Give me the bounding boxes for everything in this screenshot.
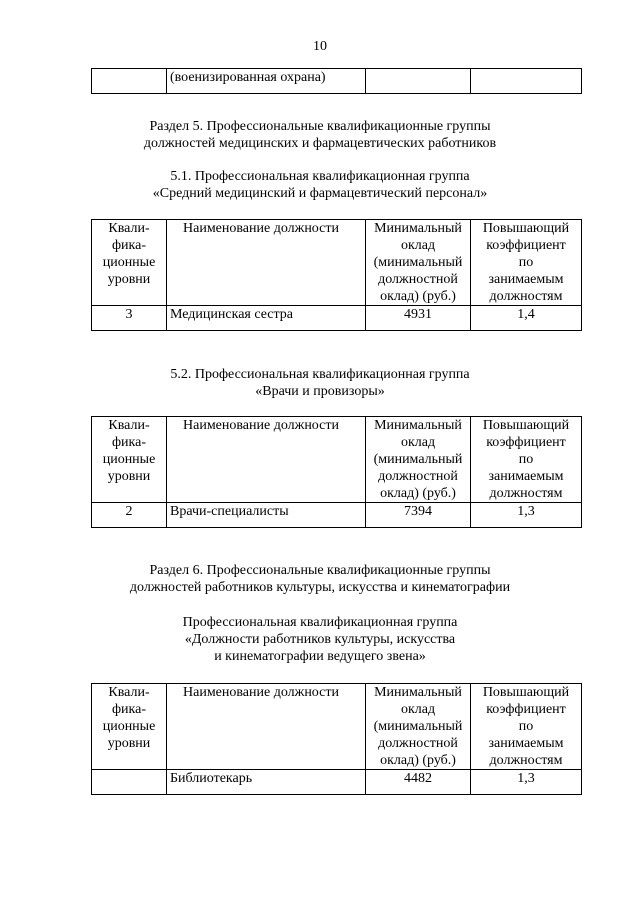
continuation-table [91, 68, 582, 94]
header-row [92, 417, 582, 503]
coefficient-cell [471, 69, 582, 94]
group51-heading [0, 168, 640, 202]
section6-heading [0, 562, 640, 596]
coefficient-cell: 1,4 [471, 306, 582, 331]
group52-table [91, 416, 582, 528]
header-levels: Квали- фика- ционные уровни [92, 684, 167, 770]
table-row [92, 69, 582, 94]
header-coefficient: Повышающий коэффициент по занимаемым должностям [471, 220, 582, 306]
header-position-name: Наименование должности [167, 684, 366, 770]
section5-title-line2: должностей медицинских и фармацевтических работников [143, 136, 497, 151]
header-min-salary: Минимальный оклад (минимальный должностной оклад) (руб.) [366, 684, 471, 770]
group51-title-line1: 5.1. Профессиональная квалификационная группа [170, 169, 470, 184]
header-min-salary: Минимальный оклад (минимальный должностной оклад) (руб.) [366, 220, 471, 306]
section5-heading [0, 118, 640, 152]
header-position-name: Наименование должности [167, 417, 366, 503]
position-name-cell: Медицинская сестра [167, 306, 366, 331]
page-number: 10 [313, 39, 327, 54]
table-row [92, 770, 582, 795]
level-cell: 3 [92, 306, 167, 331]
position-name-cell: Врачи-специалисты [167, 503, 366, 528]
salary-cell: 4482 [366, 770, 471, 795]
header-row [92, 684, 582, 770]
salary-cell: 7394 [366, 503, 471, 528]
header-row [92, 220, 582, 306]
position-name-cell: Библиотекарь [167, 770, 366, 795]
coefficient-cell: 1,3 [471, 770, 582, 795]
group51-title-line2: «Средний медицинский и фармацевтический персонал» [152, 186, 488, 201]
section5-title-line1: Раздел 5. Профессиональные квалификационные группы [149, 119, 491, 134]
header-min-salary: Минимальный оклад (минимальный должностной оклад) (руб.) [366, 417, 471, 503]
section6-title-line1: Раздел 6. Профессиональные квалификационные группы [149, 563, 491, 578]
table-row [92, 306, 582, 331]
salary-cell: 4931 [366, 306, 471, 331]
header-coefficient: Повышающий коэффициент по занимаемым должностям [471, 684, 582, 770]
group6-heading [0, 614, 640, 665]
group52-title-line2: «Врачи и провизоры» [255, 384, 385, 399]
group52-heading [0, 366, 640, 400]
salary-cell [366, 69, 471, 94]
position-name-cell: (военизированная охрана) [167, 69, 366, 94]
section6-title-line2: должностей работников культуры, искусства и кинематографии [129, 580, 511, 595]
level-cell [92, 69, 167, 94]
group6-title-line3: и кинематографии ведущего звена» [214, 649, 426, 664]
group52-title-line1: 5.2. Профессиональная квалификационная группа [170, 367, 470, 382]
header-levels: Квали- фика- ционные уровни [92, 220, 167, 306]
group6-title-line1: Профессиональная квалификационная группа [182, 615, 458, 630]
header-levels: Квали- фика- ционные уровни [92, 417, 167, 503]
group6-title-line2: «Должности работников культуры, искусства [184, 632, 456, 647]
header-position-name: Наименование должности [167, 220, 366, 306]
coefficient-cell: 1,3 [471, 503, 582, 528]
level-cell: 2 [92, 503, 167, 528]
group6-table [91, 683, 582, 795]
level-cell [92, 770, 167, 795]
header-coefficient: Повышающий коэффициент по занимаемым должностям [471, 417, 582, 503]
table-row [92, 503, 582, 528]
group51-table [91, 219, 582, 331]
